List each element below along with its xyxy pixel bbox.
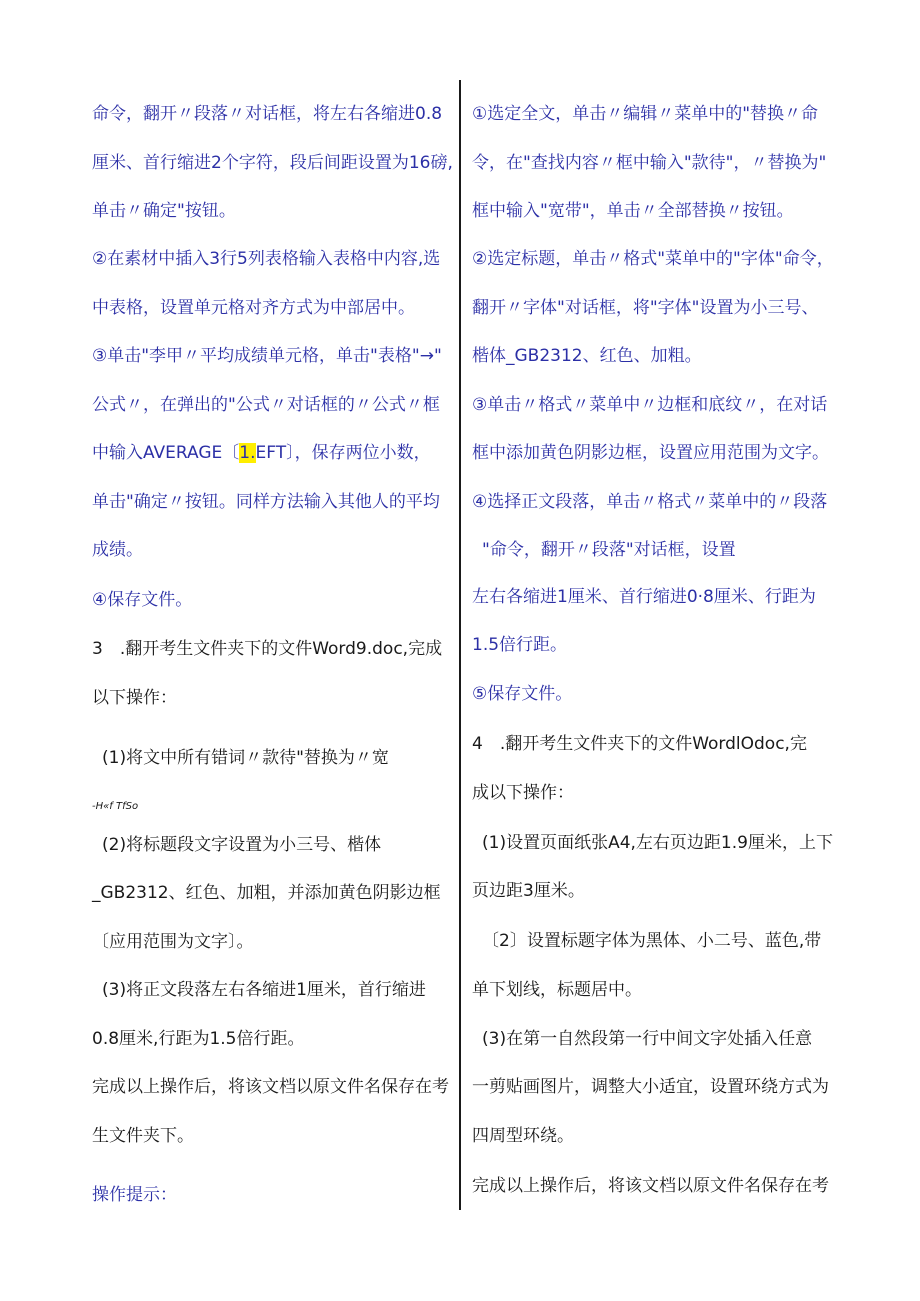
- text-line: 生文件夹下。: [92, 1126, 194, 1146]
- text-line: 4 .翻开考生文件夹下的文件WordlOdoc,完: [472, 734, 807, 754]
- text-line: ②选定标题，单击〃格式"菜单中的"字体"命令，: [472, 249, 834, 269]
- column-divider: [459, 80, 461, 1210]
- text-line: 框中添加黄色阴影边框，设置应用范围为文字。: [472, 443, 829, 463]
- text-line: ④选择正文段落，单击〃格式〃菜单中的〃段落: [472, 492, 828, 512]
- text-line: 3 .翻开考生文件夹下的文件Word9.doc,完成: [92, 639, 443, 659]
- text-line: 〔2〕设置标题字体为黑体、小二号、蓝色,带: [482, 931, 822, 951]
- highlighted-text: 1.: [239, 443, 256, 463]
- text-line: 命令，翻开〃段落〃对话框，将左右各缩进0.8: [92, 104, 443, 124]
- text-line: 成以下操作：: [472, 783, 574, 803]
- text-line: 框中输入"宽带"，单击〃全部替换〃按钮。: [472, 201, 794, 221]
- text-line: 一剪贴画图片，调整大小适宜，设置环绕方式为: [472, 1077, 829, 1097]
- text-line: 四周型环绕。: [472, 1126, 574, 1146]
- text-line: ③单击〃格式〃菜单中〃边框和底纹〃，在对话: [472, 395, 828, 415]
- text-line: ②在素材中插入3行5列表格输入表格中内容,选: [92, 249, 441, 269]
- text-line: 中表格，设置单元格对齐方式为中部居中。: [92, 298, 415, 318]
- text-segment: EFT〕，保存两位小数，: [255, 443, 431, 463]
- text-line: [92, 442, 431, 464]
- text-line: 单下划线，标题居中。: [472, 980, 642, 1000]
- text-segment: 中输入AVERAGE〔: [92, 443, 240, 463]
- text-line: 楷体_GB2312、红色、加粗。: [472, 346, 702, 366]
- text-line: 令，在"查找内容〃框中输入"款待"，〃替换为": [472, 153, 827, 173]
- text-line: ①选定全文，单击〃编辑〃菜单中的"替换〃命: [472, 104, 819, 124]
- text-line: (2)将标题段文字设置为小三号、楷体: [102, 835, 382, 855]
- text-line: (3)在第一自然段第一行中间文字处插入任意: [482, 1029, 813, 1049]
- text-line: 以下操作：: [92, 688, 177, 708]
- text-line: 1.5倍行距。: [472, 635, 568, 655]
- text-line: _GB2312、红色、加粗，并添加黄色阴影边框: [92, 883, 441, 903]
- text-line: (3)将正文段落左右各缩进1厘米，首行缩进: [102, 980, 426, 1000]
- text-line: 公式〃，在弹出的"公式〃对话框的〃公式〃框: [92, 395, 440, 415]
- text-line: 完成以上操作后，将该文档以原文件名保存在考: [92, 1077, 449, 1097]
- text-line: "命令，翻开〃段落"对话框，设置: [482, 540, 736, 560]
- text-line: ③单击"李甲〃平均成绩单元格，单击"表格"→": [92, 346, 442, 366]
- text-line: (1)设置页面纸张A4,左右页边距1.9厘米，上下: [482, 833, 833, 853]
- text-line: 〔应用范围为文字〕。: [92, 932, 254, 952]
- text-line: 页边距3厘米。: [472, 881, 585, 901]
- text-line: 单击〃确定"按钮。: [92, 201, 236, 221]
- text-line: 操作提示：: [92, 1185, 177, 1205]
- text-line: 厘米、首行缩进2个字符，段后间距设置为16磅,: [92, 153, 453, 173]
- text-line: ⑤保存文件。: [472, 684, 573, 704]
- text-line: -H«f TfSo: [92, 801, 139, 812]
- text-line: ④保存文件。: [92, 590, 193, 610]
- text-line: 翻开〃字体"对话框，将"字体"设置为小三号、: [472, 298, 819, 318]
- text-line: 完成以上操作后，将该文档以原文件名保存在考: [472, 1176, 829, 1196]
- text-line: 成绩。: [92, 540, 143, 560]
- text-line: 左右各缩进1厘米、首行缩进0·8厘米、行距为: [472, 587, 816, 607]
- text-line: 0.8厘米,行距为1.5倍行距。: [92, 1029, 305, 1049]
- text-line: 单击"确定〃按钮。同样方法输入其他人的平均: [92, 492, 440, 512]
- text-line: (1)将文中所有错词〃款待"替换为〃宽: [102, 748, 389, 768]
